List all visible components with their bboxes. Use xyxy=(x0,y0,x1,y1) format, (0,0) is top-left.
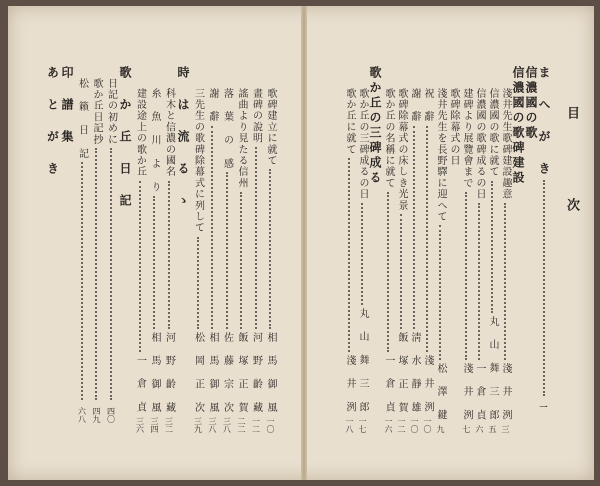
leader-dots xyxy=(465,192,467,360)
leader-dots xyxy=(361,203,363,305)
toc-entry-page-number: 三 xyxy=(501,425,510,433)
toc-entry-title: あ と が き xyxy=(45,66,60,177)
toc-entry-page-number: 四〇 xyxy=(106,407,116,423)
toc-entry-author: 相 馬 御 風 xyxy=(265,331,276,413)
toc-entry xyxy=(45,66,61,411)
toc-title: 目 次 xyxy=(564,106,579,243)
toc-entry-title: 歌碑除幕式の日 xyxy=(448,88,459,167)
toc-entry-page-number: 一八 xyxy=(345,417,354,433)
toc-entry-title: 祝 辭 xyxy=(422,88,433,123)
toc-entry-author: 相 馬 御 風 xyxy=(207,331,218,413)
toc-entry xyxy=(74,66,90,423)
leader-dots xyxy=(240,192,242,329)
leader-dots xyxy=(211,126,213,329)
toc-entry-title: 謠曲より見たる信州 xyxy=(236,88,247,189)
toc-entry-page-number: 三九 xyxy=(193,417,203,433)
leader-dots xyxy=(197,237,199,329)
toc-entry-title: 糸 魚 川 よ り xyxy=(149,88,160,193)
leader-dots xyxy=(153,196,155,329)
toc-entry-title: 謝 辭 xyxy=(207,88,218,123)
toc-entry-author: 河 野 齡 藏 xyxy=(163,331,175,413)
toc-entry xyxy=(248,66,264,433)
toc-entry-author: 淸 水 靜 雄 xyxy=(409,331,420,413)
toc-entry-page-number: 一七 xyxy=(358,417,367,433)
toc-entry-page-number: 一六 xyxy=(384,417,393,433)
toc-entry-author: 淺 井 洌 xyxy=(500,363,511,421)
book-gutter xyxy=(301,6,307,480)
toc-entry-author: 淺 井 洌 xyxy=(344,355,355,413)
toc-entry-title: 歌か丘日記抄 xyxy=(91,78,102,146)
leader-dots xyxy=(387,192,389,352)
toc-entry-title: 歌 か 丘 日 記 xyxy=(118,66,132,209)
toc-entry-page-number: 三八 xyxy=(208,417,217,433)
leader-dots xyxy=(269,169,271,328)
leader-dots xyxy=(95,148,97,400)
toc-entry xyxy=(204,66,220,433)
leader-dots xyxy=(478,203,480,360)
toc-entry-page-number: 五 xyxy=(488,425,497,433)
toc-entry-title: 歌か丘の名稱に就て xyxy=(383,88,394,189)
toc-entry-title: 三先生の歌碑除幕式に列して xyxy=(192,88,204,234)
toc-entry-author: 佐 藤 宗 次 xyxy=(221,331,233,413)
toc-entry-author: 松 澤 鍵 xyxy=(435,363,446,421)
toc-entry-title: 歌か丘の三碑成る xyxy=(368,66,382,186)
toc-entry xyxy=(190,66,206,433)
toc-entry-title: 謝 辭 xyxy=(409,88,420,123)
leader-dots xyxy=(139,181,141,352)
toc-entry xyxy=(161,66,177,433)
toc-entry xyxy=(103,66,119,423)
leader-dots xyxy=(110,148,112,400)
toc-entry xyxy=(146,66,162,433)
toc-entry-title: 日記の初めに xyxy=(105,78,117,146)
toc-entry-page-number: 一二 xyxy=(397,417,406,433)
toc-entry-author: 淺 井 洌 xyxy=(461,363,472,421)
toc-entry-author: 飯 塚 正 賀 xyxy=(396,331,407,413)
toc-entry-page-number: 九 xyxy=(436,425,445,433)
toc-entry-title: 建碑より展覽會まで xyxy=(461,88,472,189)
toc-entry-title: 畫碑の說明 xyxy=(250,88,262,144)
toc-entry-title: 印 譜 集 xyxy=(60,66,74,145)
leader-dots xyxy=(426,126,428,352)
toc-entry-page-number: 三八 xyxy=(222,417,232,433)
toc-entry-page-number: 四九 xyxy=(92,407,101,423)
toc-entry-page-number: 六八 xyxy=(77,407,87,423)
leader-dots xyxy=(439,225,441,360)
toc-entry-title: 科木と信濃の國名 xyxy=(163,88,175,178)
toc-entry-author: 相 馬 御 風 xyxy=(149,331,160,413)
toc-entry xyxy=(175,66,191,411)
toc-entry-page-number: 一〇 xyxy=(423,417,432,433)
toc-entry-page-number: 七 xyxy=(462,425,471,433)
leader-dots xyxy=(255,147,257,329)
toc-entry-page-number: 一〇 xyxy=(266,417,275,433)
toc-entry xyxy=(219,66,235,433)
toc-entry-page-number: 一 xyxy=(539,403,549,411)
toc-entry xyxy=(117,66,133,411)
leader-dots xyxy=(400,214,402,328)
leader-dots xyxy=(543,180,545,396)
toc-entry-author: 松 岡 正 次 xyxy=(192,331,204,413)
toc-entry xyxy=(88,66,104,423)
toc-entry-author: 丸 山 舞 三 郎 xyxy=(357,308,368,413)
toc-entry-author: 一 倉 貞 xyxy=(134,355,146,413)
toc-entry-author: 淺 井 洌 xyxy=(422,355,433,413)
toc-entry-title: 歌か丘の三碑成るの日 xyxy=(357,88,368,200)
leader-dots xyxy=(504,203,506,360)
toc-entry-title: 信濃國の歌碑建設 xyxy=(511,66,525,186)
toc-entry-title: 淺井先生を長野驛に迎へて xyxy=(435,88,446,223)
toc-entry-author: 丸 山 舞 三 郎 xyxy=(487,316,498,421)
toc-entry-author: 一 倉 貞 xyxy=(474,363,485,421)
leader-dots xyxy=(348,158,350,352)
toc-entry-title: 信濃國の歌 xyxy=(524,66,538,141)
toc-entry-page-number: 三六 xyxy=(135,417,145,433)
right-page xyxy=(308,6,594,480)
book-spread xyxy=(8,6,594,480)
toc-entry xyxy=(132,66,148,433)
toc-entry-author: 河 野 齡 藏 xyxy=(250,331,262,413)
toc-entry xyxy=(262,66,278,433)
toc-entry xyxy=(59,66,75,411)
toc-entry-author: 飯 塚 正 賀 xyxy=(236,331,247,413)
toc-entry-author: 一 倉 貞 xyxy=(383,355,394,413)
toc-entry-page-number: 六 xyxy=(475,425,484,433)
left-page xyxy=(8,6,298,480)
leader-dots xyxy=(491,181,493,314)
leader-dots xyxy=(226,172,228,328)
toc-entry-page-number: 一〇 xyxy=(410,417,419,433)
toc-entry xyxy=(233,66,249,433)
toc-entry-page-number: 三二 xyxy=(164,417,174,433)
toc-entry-title: 落 葉 の 感 xyxy=(221,88,233,170)
toc-entry-title: 信濃國の歌碑成るの日 xyxy=(474,88,485,200)
toc-entry-title: ま へ が き xyxy=(537,66,551,177)
toc-entry-title: 松 籟 日 記 xyxy=(76,78,88,160)
toc-entry-page-number: 一二 xyxy=(251,417,261,433)
toc-entry-title: 歌碑除幕式の床しき光景 xyxy=(396,88,407,212)
toc-entry-title: 歌碑建立に就て xyxy=(265,88,276,167)
toc-entry-title: 信濃國の歌に就て xyxy=(487,88,498,178)
toc-entry-title: 時 は 流 る ゝ xyxy=(176,66,190,209)
toc-entry-title: 建設途上の歌か丘 xyxy=(134,88,146,178)
leader-dots xyxy=(81,162,83,400)
leader-dots xyxy=(168,181,170,329)
toc-entry-title: 淺井先生歌碑建設趣意 xyxy=(500,88,511,200)
toc-entry-page-number: 三四 xyxy=(150,417,159,433)
toc-entry-title: 歌か丘に就て xyxy=(344,88,355,156)
toc-entry-page-number: 二二 xyxy=(237,417,246,433)
leader-dots xyxy=(413,126,415,329)
toc-entry xyxy=(341,66,357,433)
